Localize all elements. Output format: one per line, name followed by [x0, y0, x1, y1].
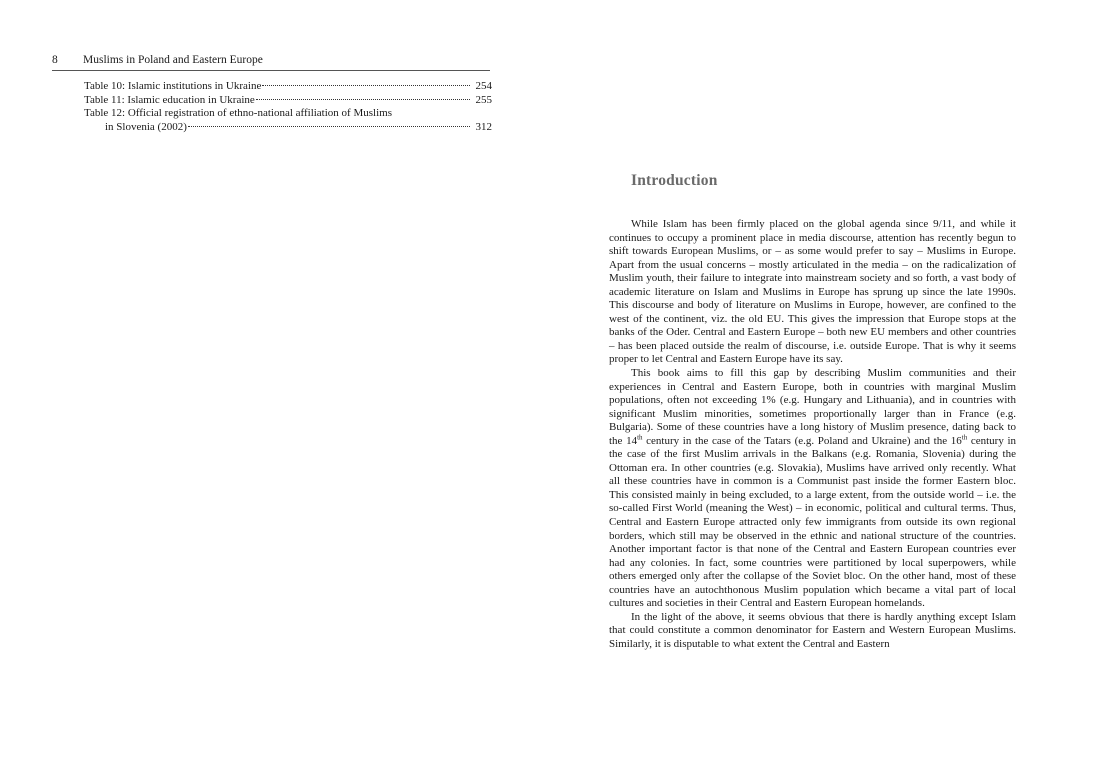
paragraph: In the light of the above, it seems obvious that there is hardly anything except Islam that could constitute a common denominator for Eastern and Western European Muslims. Similarly, it is disputable to what extent the Central and Eastern: [609, 610, 1016, 650]
leader-dots: [256, 99, 470, 100]
toc-entry-page: 254: [475, 80, 492, 92]
leader-dots: [188, 126, 470, 127]
list-of-tables: [84, 80, 492, 134]
paragraph: While Islam has been firmly placed on the global agenda since 9/11, and while it continues to occupy a prominent place in media discourse, attention has recently begun to shift towards European Muslims, or – as some would prefer to say – Muslims in Europe. Apart from the usual concerns – mostly articulated in the media – on the radicalization of Muslim youth, their failure to integrate into mainstream society and so forth, a vast body of academic literature on Islam and Muslims in Europe has sprung up since the late 1990s. This discourse and body of literature on Muslims in Europe, however, are confined to the west of the continent, viz. the old EU. This gives the impression that Europe stops at the banks of the Oder. Central and Eastern Europe – both new EU members and other countries – has been placed outside the realm of discourse, i.e. outside Europe. That is why it seems proper to let Central and Eastern Europe have its say.: [609, 218, 1016, 366]
toc-entry[interactable]: [84, 80, 492, 94]
toc-entry-label-line2: in Slovenia (2002): [105, 120, 187, 133]
toc-entry-page: 255: [475, 93, 492, 106]
toc-entry-label: Table 11: Islamic education in Ukraine: [84, 93, 255, 106]
paragraph: [609, 367, 1016, 611]
right-page: [550, 0, 1100, 781]
paragraph-text: century in the case of the first Muslim arrivals in the Balkans (e.g. Romania, Slovenia) during the Ottoman era. In other countries (e.g. Slovakia), Muslims have arrived only recently. What all these countries have in common is a Communist past inside the former Eastern bloc. This consisted mainly in being excluded, to a large extent, from the outside world – i.e. the so-called First World (meaning the West) – in economic, political and cultural terms. Thus, Central and Eastern Europe attracted only few immigrants from outside its own regional borders, which still may be observed in the ethnic and national structure of the countries. Another important factor is that none of the Central and Eastern European countries ever had any colonies. In fact, some countries were partitioned by local superpowers, while others emerged only after the collapse of the Soviet bloc. On the other hand, most of these countries have an autochthonous Muslim population which became a vital part of local cultures and societies in their Central and Eastern European homelands.: [609, 434, 1016, 610]
toc-entry-page: 312: [475, 120, 492, 133]
paragraph-text: This book aims to fill this gap by describing Muslim communities and their experiences in Central and Eastern Europe, both in countries with marginal Muslim populations, often not exceeding 1% (e.g. Hungary and Lithuania), and in countries with significant Muslim minorities, sometimes proportionally larger than in France (e.g. Bulgaria). Some of these countries have a long history of Muslim presence, dating back to the 14: [609, 367, 1016, 447]
page-number: 8: [52, 54, 58, 66]
running-head: [52, 52, 490, 71]
toc-entry[interactable]: [84, 121, 492, 135]
leader-dots: [262, 85, 470, 86]
superscript: th: [961, 433, 968, 442]
paragraph-text: century in the case of the Tatars (e.g. Poland and Ukraine) and the 16: [642, 434, 962, 447]
chapter-heading: Introduction: [631, 172, 718, 189]
body-text: [609, 218, 1016, 652]
toc-entry[interactable]: [84, 94, 492, 108]
toc-entry-label: Table 10: Islamic institutions in Ukraine: [84, 80, 262, 92]
running-head-title: Muslims in Poland and Eastern Europe: [83, 54, 263, 66]
toc-entry-label-line1[interactable]: Table 12: Official registration of ethno-national affiliation of Muslims: [84, 107, 392, 120]
superscript: th: [637, 433, 643, 442]
